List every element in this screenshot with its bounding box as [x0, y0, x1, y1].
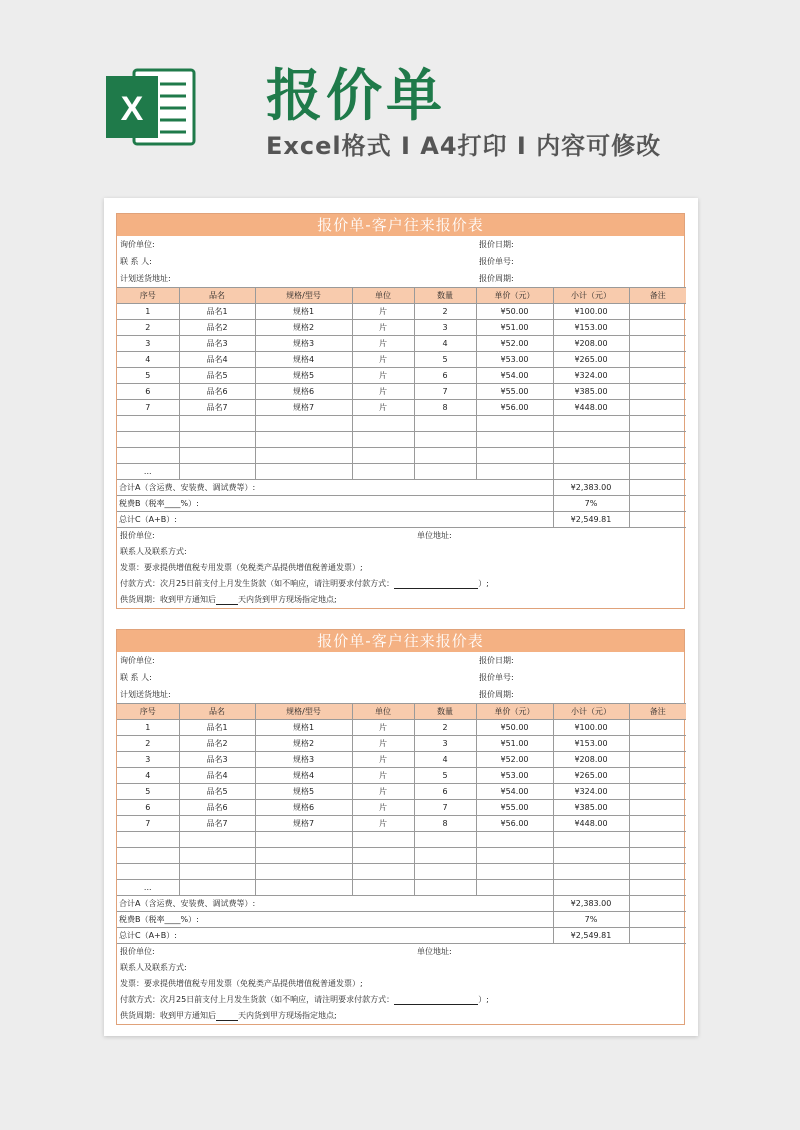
footer-line — [117, 544, 684, 560]
inquiry-unit-label: 询价单位: — [120, 656, 155, 665]
subtotal-cell: ¥324.00 — [553, 368, 629, 384]
footer-line — [117, 576, 684, 592]
remark-cell — [629, 816, 686, 832]
unit-price-cell: ¥50.00 — [476, 304, 553, 320]
row-index-cell: 4 — [117, 768, 179, 784]
ellipsis-cell: ... — [117, 464, 179, 480]
col-header: 单位 — [352, 288, 414, 304]
table-row — [117, 368, 686, 384]
footer-line — [117, 960, 684, 976]
spec-model-cell: 规格6 — [255, 800, 352, 816]
quantity-cell: 6 — [414, 784, 476, 800]
unit-cell: 片 — [352, 304, 414, 320]
total-a-value: ¥2,383.00 — [553, 480, 629, 496]
product-name-cell: 品名2 — [179, 320, 255, 336]
empty-row — [117, 448, 686, 464]
spec-model-cell: 规格3 — [255, 752, 352, 768]
remark-cell — [629, 368, 686, 384]
unit-price-cell: ¥52.00 — [476, 752, 553, 768]
total-c-value: ¥2,549.81 — [553, 928, 629, 944]
spec-model-cell: 规格2 — [255, 320, 352, 336]
total-c-row — [117, 512, 686, 528]
empty-row — [117, 432, 686, 448]
quantity-cell: 5 — [414, 768, 476, 784]
quote-sheet-2 — [116, 629, 685, 1025]
unit-price-cell: ¥56.00 — [476, 816, 553, 832]
remark-cell — [629, 352, 686, 368]
product-name-cell: 品名7 — [179, 816, 255, 832]
footer-line — [117, 560, 684, 576]
invoice-note: 发票：要求提供增值税专用发票（免税类产品提供增值税普通发票）; — [120, 979, 363, 988]
subtotal-cell: ¥153.00 — [553, 320, 629, 336]
product-name-cell: 品名5 — [179, 784, 255, 800]
remark-cell — [629, 784, 686, 800]
supply-blank — [216, 595, 238, 605]
quantity-cell: 3 — [414, 736, 476, 752]
contact-info-label: 联系人及联系方式: — [120, 547, 187, 556]
footer-line — [117, 992, 684, 1008]
spec-model-cell: 规格4 — [255, 352, 352, 368]
remark-cell — [629, 336, 686, 352]
unit-price-cell: ¥53.00 — [476, 352, 553, 368]
spec-model-cell: 规格3 — [255, 336, 352, 352]
total-c-row — [117, 928, 686, 944]
invoice-note: 发票：要求提供增值税专用发票（免税类产品提供增值税普通发票）; — [120, 563, 363, 572]
info-row — [117, 253, 684, 270]
unit-price-cell: ¥54.00 — [476, 368, 553, 384]
footer-line — [117, 592, 684, 608]
spec-model-cell: 规格7 — [255, 400, 352, 416]
footer-line — [117, 976, 684, 992]
excel-logo-icon — [104, 66, 196, 148]
table-row — [117, 800, 686, 816]
spec-model-cell: 规格5 — [255, 368, 352, 384]
row-index-cell: 1 — [117, 304, 179, 320]
quote-table — [117, 703, 686, 944]
quantity-cell: 7 — [414, 800, 476, 816]
subtotal-cell: ¥324.00 — [553, 784, 629, 800]
table-row — [117, 768, 686, 784]
quote-no-label: 报价单号: — [479, 257, 514, 266]
quote-table — [117, 287, 686, 528]
unit-price-cell: ¥50.00 — [476, 720, 553, 736]
quote-sheet-1 — [116, 213, 685, 609]
spec-model-cell: 规格4 — [255, 768, 352, 784]
subtotal-cell: ¥448.00 — [553, 816, 629, 832]
col-header: 小计（元） — [553, 288, 629, 304]
total-c-value: ¥2,549.81 — [553, 512, 629, 528]
info-row — [117, 652, 684, 669]
payment-note: 付款方式：次月25日前支付上月发生货款（如不响应，请注明要求付款方式： — [120, 995, 395, 1004]
footer-line — [117, 528, 684, 544]
svg-text:X: X — [120, 90, 144, 128]
remark-cell — [629, 736, 686, 752]
total-c-label: 总计C（A+B）: — [117, 928, 553, 944]
hero-title: 报价单 — [266, 64, 446, 129]
quote-date-label: 报价日期: — [479, 656, 514, 665]
product-name-cell: 品名5 — [179, 368, 255, 384]
table-row — [117, 336, 686, 352]
unit-cell: 片 — [352, 336, 414, 352]
quantity-cell: 7 — [414, 384, 476, 400]
tax-b-label: 税费B（税率____%）: — [117, 912, 553, 928]
unit-cell: 片 — [352, 816, 414, 832]
product-name-cell: 品名4 — [179, 768, 255, 784]
product-name-cell: 品名1 — [179, 304, 255, 320]
supply-blank — [216, 1011, 238, 1021]
unit-cell: 片 — [352, 720, 414, 736]
total-c-label: 总计C（A+B）: — [117, 512, 553, 528]
contact-info-label: 联系人及联系方式: — [120, 963, 187, 972]
total-a-label: 合计A（含运费、安装费、调试费等）: — [117, 896, 553, 912]
unit-address-label: 单位地址: — [417, 531, 452, 540]
col-header: 备注 — [629, 288, 686, 304]
unit-price-cell: ¥56.00 — [476, 400, 553, 416]
total-a-row — [117, 480, 686, 496]
col-header: 序号 — [117, 288, 179, 304]
product-name-cell: 品名1 — [179, 720, 255, 736]
supply-note: 供货周期：收到甲方通知后 — [120, 595, 216, 604]
footer-line — [117, 1008, 684, 1024]
contact-label: 联 系 人: — [120, 257, 152, 266]
payment-note-end: ）; — [478, 579, 489, 588]
unit-cell: 片 — [352, 784, 414, 800]
inquiry-unit-label: 询价单位: — [120, 240, 155, 249]
product-name-cell: 品名6 — [179, 384, 255, 400]
spec-model-cell: 规格6 — [255, 384, 352, 400]
quote-unit-label: 报价单位: — [120, 947, 155, 956]
row-index-cell: 3 — [117, 336, 179, 352]
ellipsis-cell: ... — [117, 880, 179, 896]
subtotal-cell: ¥153.00 — [553, 736, 629, 752]
info-row — [117, 669, 684, 686]
subtotal-cell: ¥385.00 — [553, 384, 629, 400]
subtotal-cell: ¥208.00 — [553, 752, 629, 768]
hero-banner — [0, 0, 800, 185]
product-name-cell: 品名3 — [179, 336, 255, 352]
empty-row — [117, 832, 686, 848]
hero-subtitle: Excel格式 I A4打印 I 内容可修改 — [266, 132, 662, 160]
empty-row — [117, 848, 686, 864]
unit-cell: 片 — [352, 368, 414, 384]
quantity-cell: 3 — [414, 320, 476, 336]
col-header: 单价（元） — [476, 704, 553, 720]
total-a-label: 合计A（含运费、安装费、调试费等）: — [117, 480, 553, 496]
table-row — [117, 304, 686, 320]
unit-price-cell: ¥51.00 — [476, 320, 553, 336]
sheet-title: 报价单-客户往来报价表 — [117, 214, 684, 236]
unit-price-cell: ¥55.00 — [476, 384, 553, 400]
unit-price-cell: ¥54.00 — [476, 784, 553, 800]
unit-cell: 片 — [352, 320, 414, 336]
product-name-cell: 品名6 — [179, 800, 255, 816]
quantity-cell: 5 — [414, 352, 476, 368]
row-index-cell: 6 — [117, 800, 179, 816]
delivery-address-label: 计划送货地址: — [120, 274, 171, 283]
delivery-address-label: 计划送货地址: — [120, 690, 171, 699]
ellipsis-row — [117, 464, 686, 480]
ellipsis-row — [117, 880, 686, 896]
tax-b-row — [117, 496, 686, 512]
product-name-cell: 品名4 — [179, 352, 255, 368]
table-row — [117, 816, 686, 832]
quote-no-label: 报价单号: — [479, 673, 514, 682]
row-index-cell: 2 — [117, 320, 179, 336]
table-row — [117, 320, 686, 336]
info-row — [117, 270, 684, 287]
payment-note-end: ）; — [478, 995, 489, 1004]
unit-price-cell: ¥55.00 — [476, 800, 553, 816]
quantity-cell: 8 — [414, 400, 476, 416]
info-row — [117, 686, 684, 703]
table-row — [117, 384, 686, 400]
product-name-cell: 品名2 — [179, 736, 255, 752]
unit-cell: 片 — [352, 752, 414, 768]
remark-cell — [629, 400, 686, 416]
col-header: 数量 — [414, 288, 476, 304]
table-row — [117, 352, 686, 368]
payment-blank — [394, 579, 478, 589]
subtotal-cell: ¥208.00 — [553, 336, 629, 352]
col-header: 规格/型号 — [255, 704, 352, 720]
unit-price-cell: ¥53.00 — [476, 768, 553, 784]
row-index-cell: 5 — [117, 368, 179, 384]
tax-b-label: 税费B（税率____%）: — [117, 496, 553, 512]
product-name-cell: 品名7 — [179, 400, 255, 416]
quote-period-label: 报价周期: — [479, 690, 514, 699]
total-a-value: ¥2,383.00 — [553, 896, 629, 912]
product-name-cell: 品名3 — [179, 752, 255, 768]
subtotal-cell: ¥265.00 — [553, 352, 629, 368]
unit-cell: 片 — [352, 400, 414, 416]
supply-note-end: 天内货到甲方现场指定地点; — [238, 595, 337, 604]
table-row — [117, 720, 686, 736]
quote-period-label: 报价周期: — [479, 274, 514, 283]
remark-cell — [629, 752, 686, 768]
contact-label: 联 系 人: — [120, 673, 152, 682]
table-header-row — [117, 704, 686, 720]
quantity-cell: 4 — [414, 752, 476, 768]
row-index-cell: 4 — [117, 352, 179, 368]
table-row — [117, 752, 686, 768]
tax-b-value: 7% — [553, 912, 629, 928]
remark-cell — [629, 320, 686, 336]
subtotal-cell: ¥385.00 — [553, 800, 629, 816]
unit-cell: 片 — [352, 352, 414, 368]
subtotal-cell: ¥100.00 — [553, 304, 629, 320]
tax-b-value: 7% — [553, 496, 629, 512]
col-header: 品名 — [179, 288, 255, 304]
spec-model-cell: 规格7 — [255, 816, 352, 832]
table-row — [117, 736, 686, 752]
remark-cell — [629, 384, 686, 400]
quantity-cell: 6 — [414, 368, 476, 384]
quote-date-label: 报价日期: — [479, 240, 514, 249]
col-header: 备注 — [629, 704, 686, 720]
remark-cell — [629, 304, 686, 320]
unit-price-cell: ¥51.00 — [476, 736, 553, 752]
unit-cell: 片 — [352, 768, 414, 784]
spec-model-cell: 规格1 — [255, 304, 352, 320]
col-header: 品名 — [179, 704, 255, 720]
table-row — [117, 400, 686, 416]
row-index-cell: 3 — [117, 752, 179, 768]
subtotal-cell: ¥100.00 — [553, 720, 629, 736]
col-header: 单价（元） — [476, 288, 553, 304]
col-header: 小计（元） — [553, 704, 629, 720]
quantity-cell: 4 — [414, 336, 476, 352]
tax-b-row — [117, 912, 686, 928]
subtotal-cell: ¥265.00 — [553, 768, 629, 784]
quantity-cell: 2 — [414, 304, 476, 320]
empty-row — [117, 416, 686, 432]
quote-unit-label: 报价单位: — [120, 531, 155, 540]
unit-price-cell: ¥52.00 — [476, 336, 553, 352]
paper-preview — [104, 198, 698, 1036]
row-index-cell: 7 — [117, 816, 179, 832]
table-header-row — [117, 288, 686, 304]
col-header: 数量 — [414, 704, 476, 720]
unit-cell: 片 — [352, 736, 414, 752]
empty-row — [117, 864, 686, 880]
unit-cell: 片 — [352, 800, 414, 816]
footer-line — [117, 944, 684, 960]
table-row — [117, 784, 686, 800]
payment-blank — [394, 995, 478, 1005]
remark-cell — [629, 800, 686, 816]
payment-note: 付款方式：次月25日前支付上月发生货款（如不响应，请注明要求付款方式： — [120, 579, 395, 588]
col-header: 规格/型号 — [255, 288, 352, 304]
remark-cell — [629, 768, 686, 784]
quantity-cell: 8 — [414, 816, 476, 832]
spec-model-cell: 规格2 — [255, 736, 352, 752]
info-row — [117, 236, 684, 253]
row-index-cell: 1 — [117, 720, 179, 736]
supply-note-end: 天内货到甲方现场指定地点; — [238, 1011, 337, 1020]
row-index-cell: 2 — [117, 736, 179, 752]
row-index-cell: 6 — [117, 384, 179, 400]
spec-model-cell: 规格5 — [255, 784, 352, 800]
col-header: 单位 — [352, 704, 414, 720]
col-header: 序号 — [117, 704, 179, 720]
remark-cell — [629, 720, 686, 736]
unit-address-label: 单位地址: — [417, 947, 452, 956]
total-a-row — [117, 896, 686, 912]
sheet-title: 报价单-客户往来报价表 — [117, 630, 684, 652]
row-index-cell: 5 — [117, 784, 179, 800]
quantity-cell: 2 — [414, 720, 476, 736]
subtotal-cell: ¥448.00 — [553, 400, 629, 416]
unit-cell: 片 — [352, 384, 414, 400]
row-index-cell: 7 — [117, 400, 179, 416]
spec-model-cell: 规格1 — [255, 720, 352, 736]
supply-note: 供货周期：收到甲方通知后 — [120, 1011, 216, 1020]
